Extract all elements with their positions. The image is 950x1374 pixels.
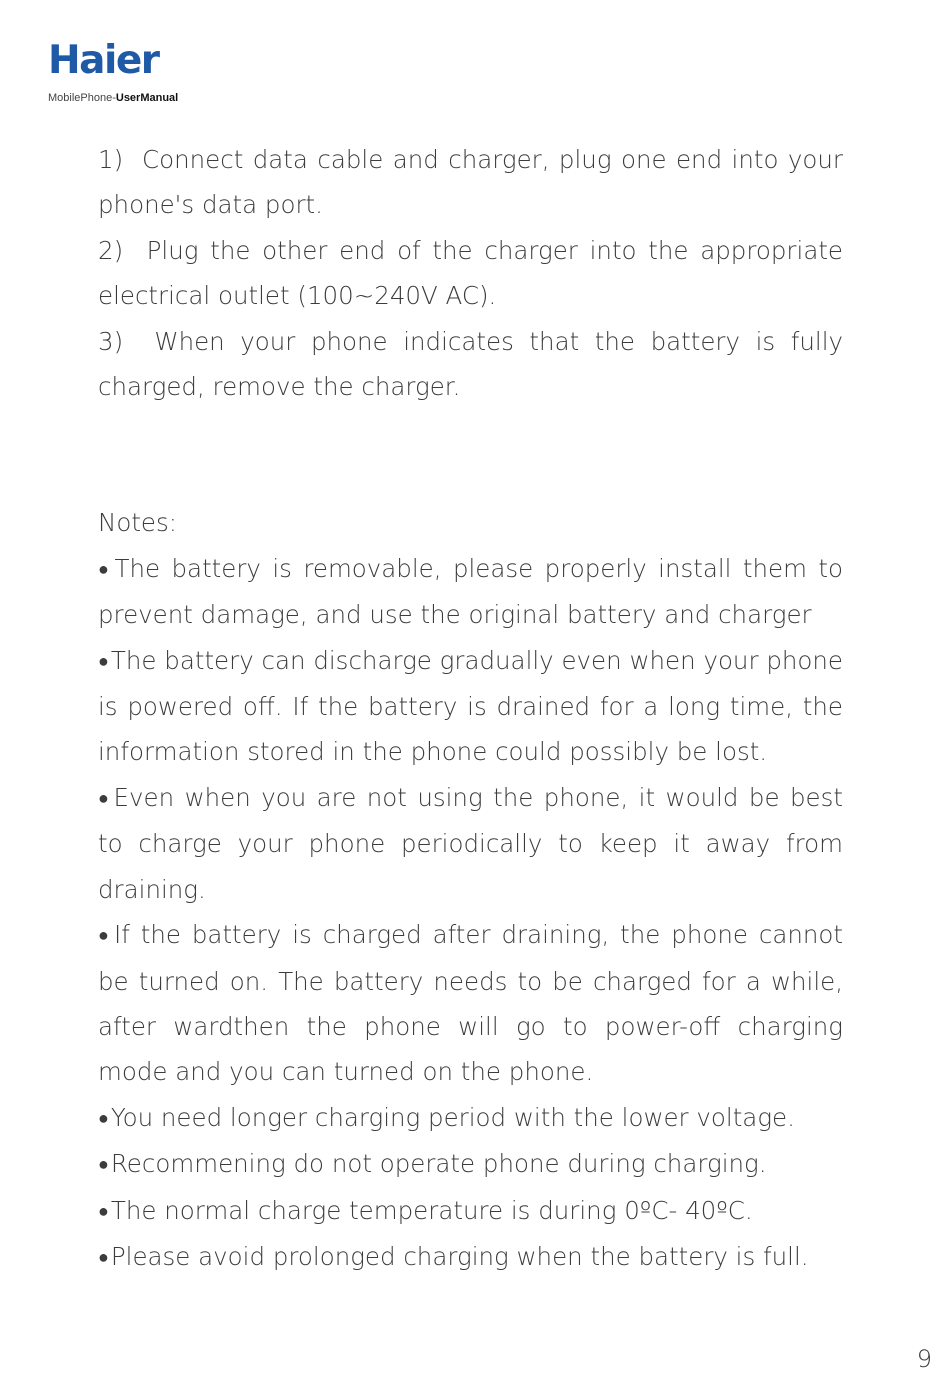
bullet-icon: ● <box>98 650 109 672</box>
step-number: 2) <box>98 235 124 265</box>
section-spacer <box>98 409 843 500</box>
bullet-icon: ● <box>98 1107 109 1129</box>
bullet-icon: ● <box>98 787 112 809</box>
bullet-icon: ● <box>98 1154 109 1176</box>
note-text: The battery can discharge gradually even when your phone is powered off. If the battery is drained for a long time, the information stored in the phone could possibly be lost. <box>98 645 844 767</box>
note-item <box>98 1234 843 1280</box>
note-item <box>98 912 843 1095</box>
note-item <box>98 1188 843 1234</box>
step-number: 1) <box>98 145 124 174</box>
manual-subtitle <box>48 92 178 104</box>
note-text: The battery is removable, please properly install them to prevent damage, and use the original battery and charger <box>98 553 843 630</box>
page-header <box>48 38 178 104</box>
step-text: When your phone indicates that the battery is fully charged, remove the charger. <box>98 326 844 402</box>
note-text: Please avoid prolonged charging when the battery is full. <box>110 1241 809 1271</box>
step-text: Connect data cable and charger, plug one end into your phone's data port. <box>98 145 843 220</box>
note-text: The normal charge temperature is during 0ºC- 40ºC. <box>110 1195 753 1225</box>
note-text: Even when you are not using the phone, it would be best to charge your phone periodically to keep it away from draining. <box>98 782 843 904</box>
bullet-icon: ● <box>98 1200 109 1222</box>
note-item <box>98 1095 843 1141</box>
note-text: Recommening do not operate phone during charging. <box>110 1149 767 1179</box>
step-3 <box>98 319 843 410</box>
note-text: If the battery is charged after draining, the phone cannot be turned on. The battery needs to be charged for a while, after wardthen the phone will go to power-off charging mode and you can turned on the phone. <box>98 920 843 1087</box>
note-item <box>98 638 843 775</box>
note-item <box>98 546 843 638</box>
bullet-icon: ● <box>98 558 113 580</box>
note-text: You need longer charging period with the lower voltage. <box>110 1102 795 1132</box>
bullet-icon: ● <box>98 1246 109 1268</box>
step-text: Plug the other end of the charger into the appropriate electrical outlet (100~240V AC). <box>98 235 844 311</box>
haier-logo: Haier <box>48 38 159 83</box>
notes-title: Notes: <box>98 508 178 538</box>
note-item <box>98 1141 843 1187</box>
step-number: 3) <box>98 326 124 356</box>
step-2 <box>98 228 843 319</box>
subtitle-plain: MobilePhone- <box>48 92 116 104</box>
step-1 <box>98 137 843 228</box>
note-item <box>98 775 843 912</box>
bullet-icon: ● <box>98 925 112 947</box>
page-number: 9 <box>916 1345 932 1373</box>
subtitle-bold: UserManual <box>115 92 179 104</box>
document-body <box>98 137 843 1280</box>
